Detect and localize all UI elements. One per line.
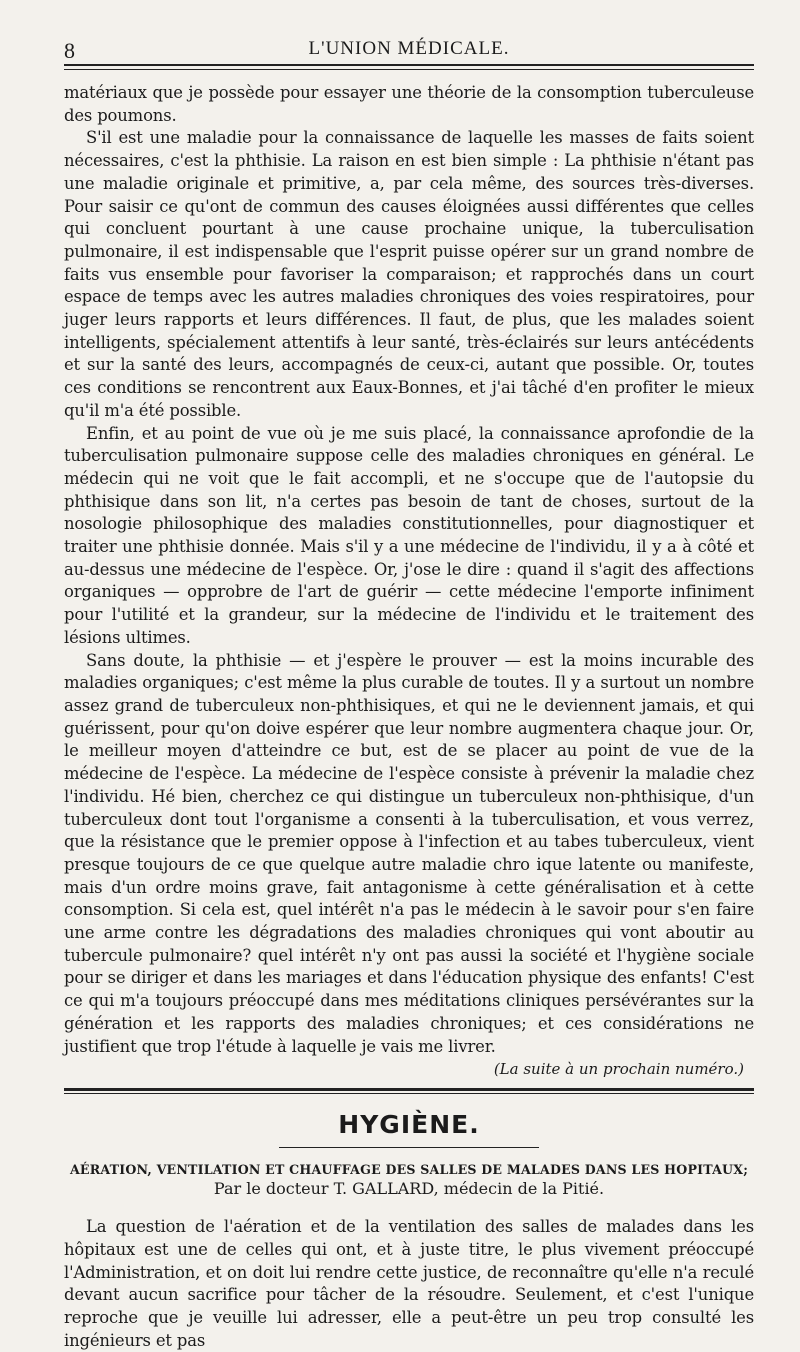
paragraph: Enfin, et au point de vue où je me suis placé, la connaissance aprofondie de la tuberculisation pulmonaire suppose celle des maladies chroniques en général. Le médecin qui ne voit que le fait accompli, et ne s'occupe que de l'autopsie du phthisique dans son lit, n'a certes pas besoin de tant de choses, surtout de la nosologie philosophique des maladies constitutionnelles, pour diagnostiquer et traiter une phthisie donnée. Mais s'il y a une médecine de l'individu, il y a à côté et au-dessus une médecine de l'espèce. Or, j'ose le dire : quand il s'agit des affections organiques — opprobre de l'art de guérir — cette médecine l'emporte infiniment pour l'utilité et la grandeur, sur la médecine de l'individu et le traitement des lésions ultimes.: [64, 423, 754, 647]
article-title: AÉRATION, VENTILATION ET CHAUFFAGE DES SALLES DE MALADES DANS LES HOPITAUX;: [69, 1162, 749, 1178]
section-title: HYGIÈNE.: [338, 1110, 480, 1140]
byline: Par le docteur T. GALLARD, médecin de la Pitié.: [213, 1179, 605, 1199]
title-rule: [279, 1147, 539, 1148]
paragraph: La question de l'aération et de la ventilation des salles de malades dans les hôpitaux est une de celles qui ont, et à juste titre, le plus vivement préoccupé l'Administration, et on doit lui rendre cette justice, de reconnaître qu'elle n'a reculé devant aucun sacrifice pour tâcher de la résoudre. Seulement, et c'est l'unique reproche que je veuille lui adresser, elle a peut-être un peu trop consulté les ingénieurs et pas: [64, 1217, 754, 1350]
paragraph: S'il est une maladie pour la connaissance de laquelle les masses de faits soient nécessaires, c'est la phthisie. La raison en est bien simple : La phthisie n'étant pas une maladie originale et primitive, a, par cela même, des sources très-diverses. Pour saisir ce qu'ont de commun des causes éloignées aussi différentes que celles qui concluent pourtant à une cause prochaine unique, la tuberculisation pulmonaire, il est indispensable que l'esprit puisse opérer sur un grand nombre de faits vus ensemble pour favoriser la comparaison; et rapprochés dans un court espace de temps avec les autres maladies chroniques des voies respiratoires, pour juger leurs rapports et leurs différences. Il faut, de plus, que les malades soient intelligents, spécialement attentifs à leur santé, très-éclairés sur leurs antécédents et sur la santé des leurs, accompagnés de ceux-ci, autant que possible. Or, toutes ces conditions se rencontrent aux Eaux-Bonnes, et j'ai tâché d'en profiter le mieux qu'il m'a été possible.: [64, 128, 754, 420]
page-header: [64, 30, 754, 64]
continuation-note: (La suite à un prochain numéro.): [493, 1060, 744, 1079]
paragraph: matériaux que je possède pour essayer une théorie de la consomption tuberculeuse des poumons.: [64, 83, 754, 125]
journal-title: L'UNION MÉDICALE.: [308, 38, 510, 59]
page-number: 8: [64, 38, 75, 63]
paragraph: Sans doute, la phthisie — et j'espère le prouver — est la moins incurable des maladies organiques; c'est même la plus curable de toutes. Il y a surtout un nombre assez grand de tuberculeux non-phthisiques, et qui ne le deviennent jamais, et qui guérissent, pour qu'on doive espérer que leur nombre augmentera chaque jour. Or, le meilleur moyen d'atteindre ce but, est de se placer au point de vue de la médecine de l'espèce. La médecine de l'espèce consiste à prévenir la maladie chez l'individu. Hé bien, cherchez ce qui distingue un tuberculeux non-phthisique, d'un tuberculeux dont tout l'organisme a consenti à la tuberculisation, et vous verrez, que la résistance que le premier oppose à l'infection et au tabes tuberculeux, vient presque toujours de ce que quelque autre maladie chro ique latente ou manifeste, mais d'un ordre moins grave, fait antagonisme à cette généralisation et à cette consomption. Si cela est, quel intérêt n'a pas le médecin à le savoir pour s'en faire une arme contre les dégradations des maladies chroniques qui vont aboutir au tubercule pulmonaire? quel intérêt n'y ont pas aussi la société et l'hygiène sociale pour se diriger et dans les mariages et dans l'éducation physique des enfants! C'est ce qui m'a toujours préoccupé dans mes méditations cliniques persévérantes sur la génération et les rapports des maladies chroniques; et ces considérations ne justifient que trop l'étude à laquelle je vais me livrer.: [64, 650, 754, 1056]
article-body: [64, 82, 754, 1058]
hygiene-body: [64, 1216, 754, 1352]
header-rule: [64, 64, 754, 70]
section-rule: [64, 1088, 754, 1094]
